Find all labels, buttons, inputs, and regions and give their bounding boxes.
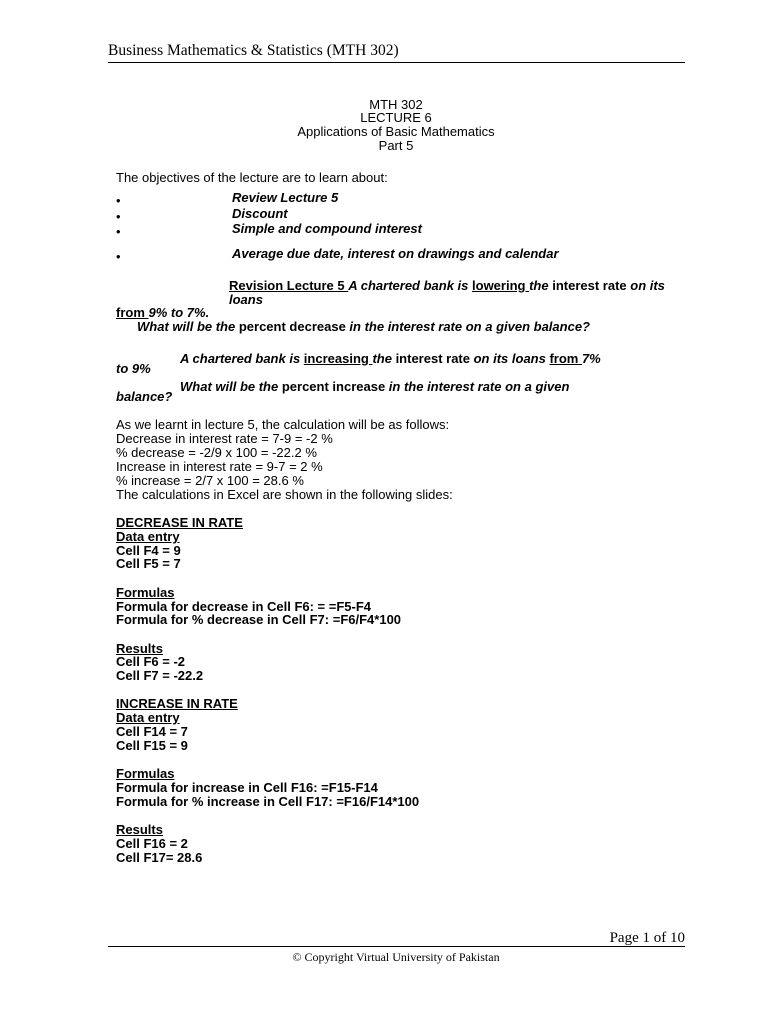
objective-item: Average due date, interest on drawings and calendar [232,246,559,261]
bullet-marker: • [116,193,121,208]
objective-item: Simple and compound interest [232,221,422,236]
section-heading: DECREASE IN RATE [116,515,243,530]
data-line: Cell F5 = 7 [116,556,181,571]
lecture-number: LECTURE 6 [360,110,432,125]
calc-line: % decrease = -2/9 x 100 = -22.2 % [116,445,317,460]
course-code: MTH 302 [369,97,423,112]
page-number: Page 1 of 10 [609,930,685,946]
formula-line: Formula for decrease in Cell F6: = =F5-F4 [116,599,372,614]
objectives-intro: The objectives of the lecture are to learn about: [116,170,388,185]
section-heading: INCREASE IN RATE [116,696,238,711]
result-line: Cell F16 = 2 [116,836,188,851]
formula-line: Formula for increase in Cell F16: =F15-F14 [116,780,378,795]
subheading: Data entry [116,529,180,544]
lecture-topic: Applications of Basic Mathematics [297,124,495,139]
subheading: Results [116,822,163,837]
revision-line-3: from 9% to 7%. [116,305,210,320]
data-line: Cell F15 = 9 [116,738,188,753]
bullet-marker: • [116,224,121,239]
result-line: Cell F17= 28.6 [116,850,203,865]
footer-rule [108,946,685,947]
data-line: Cell F14 = 7 [116,724,188,739]
objective-item: Discount [232,206,288,221]
question-2: What will be the percent increase in the interest rate on a given [180,379,570,394]
subheading: Data entry [116,710,180,725]
calc-intro: As we learnt in lecture 5, the calculation will be as follows: [116,417,450,432]
subheading: Formulas [116,766,175,781]
calc-line: The calculations in Excel are shown in the following slides: [116,487,453,502]
revision-line-1: Revision Lecture 5 A chartered bank is lowering the interest rate on its [229,278,665,293]
calc-line: Decrease in interest rate = 7-9 = -2 % [116,431,333,446]
calc-line: Increase in interest rate = 9-7 = 2 % [116,459,323,474]
running-header: Business Mathematics & Statistics (MTH 302) [108,42,399,59]
revision-heading: Revision Lecture 5 [229,278,349,293]
calc-line: % increase = 2/7 x 100 = 28.6 % [116,473,304,488]
bullet-marker: • [116,249,121,264]
subheading: Results [116,641,163,656]
objective-item: Review Lecture 5 [232,190,339,205]
revision-line-4: A chartered bank is increasing the interest rate on its loans from 7% [180,351,601,366]
question-1: What will be the percent decrease in the interest rate on a given balance? [137,319,590,334]
question-2-line-2: balance? [116,389,173,404]
result-line: Cell F6 = -2 [116,654,185,669]
subheading: Formulas [116,585,175,600]
header-rule [108,62,685,63]
formula-line: Formula for % decrease in Cell F7: =F6/F4*100 [116,612,402,627]
copyright-notice: © Copyright Virtual University of Pakistan [292,950,500,964]
data-line: Cell F4 = 9 [116,543,181,558]
bullet-marker: • [116,209,121,224]
lecture-part: Part 5 [378,138,414,153]
revision-line-2: loans [229,292,263,307]
formula-line: Formula for % increase in Cell F17: =F16/F14*100 [116,794,420,809]
result-line: Cell F7 = -22.2 [116,668,204,683]
revision-line-5: to 9% [116,361,151,376]
